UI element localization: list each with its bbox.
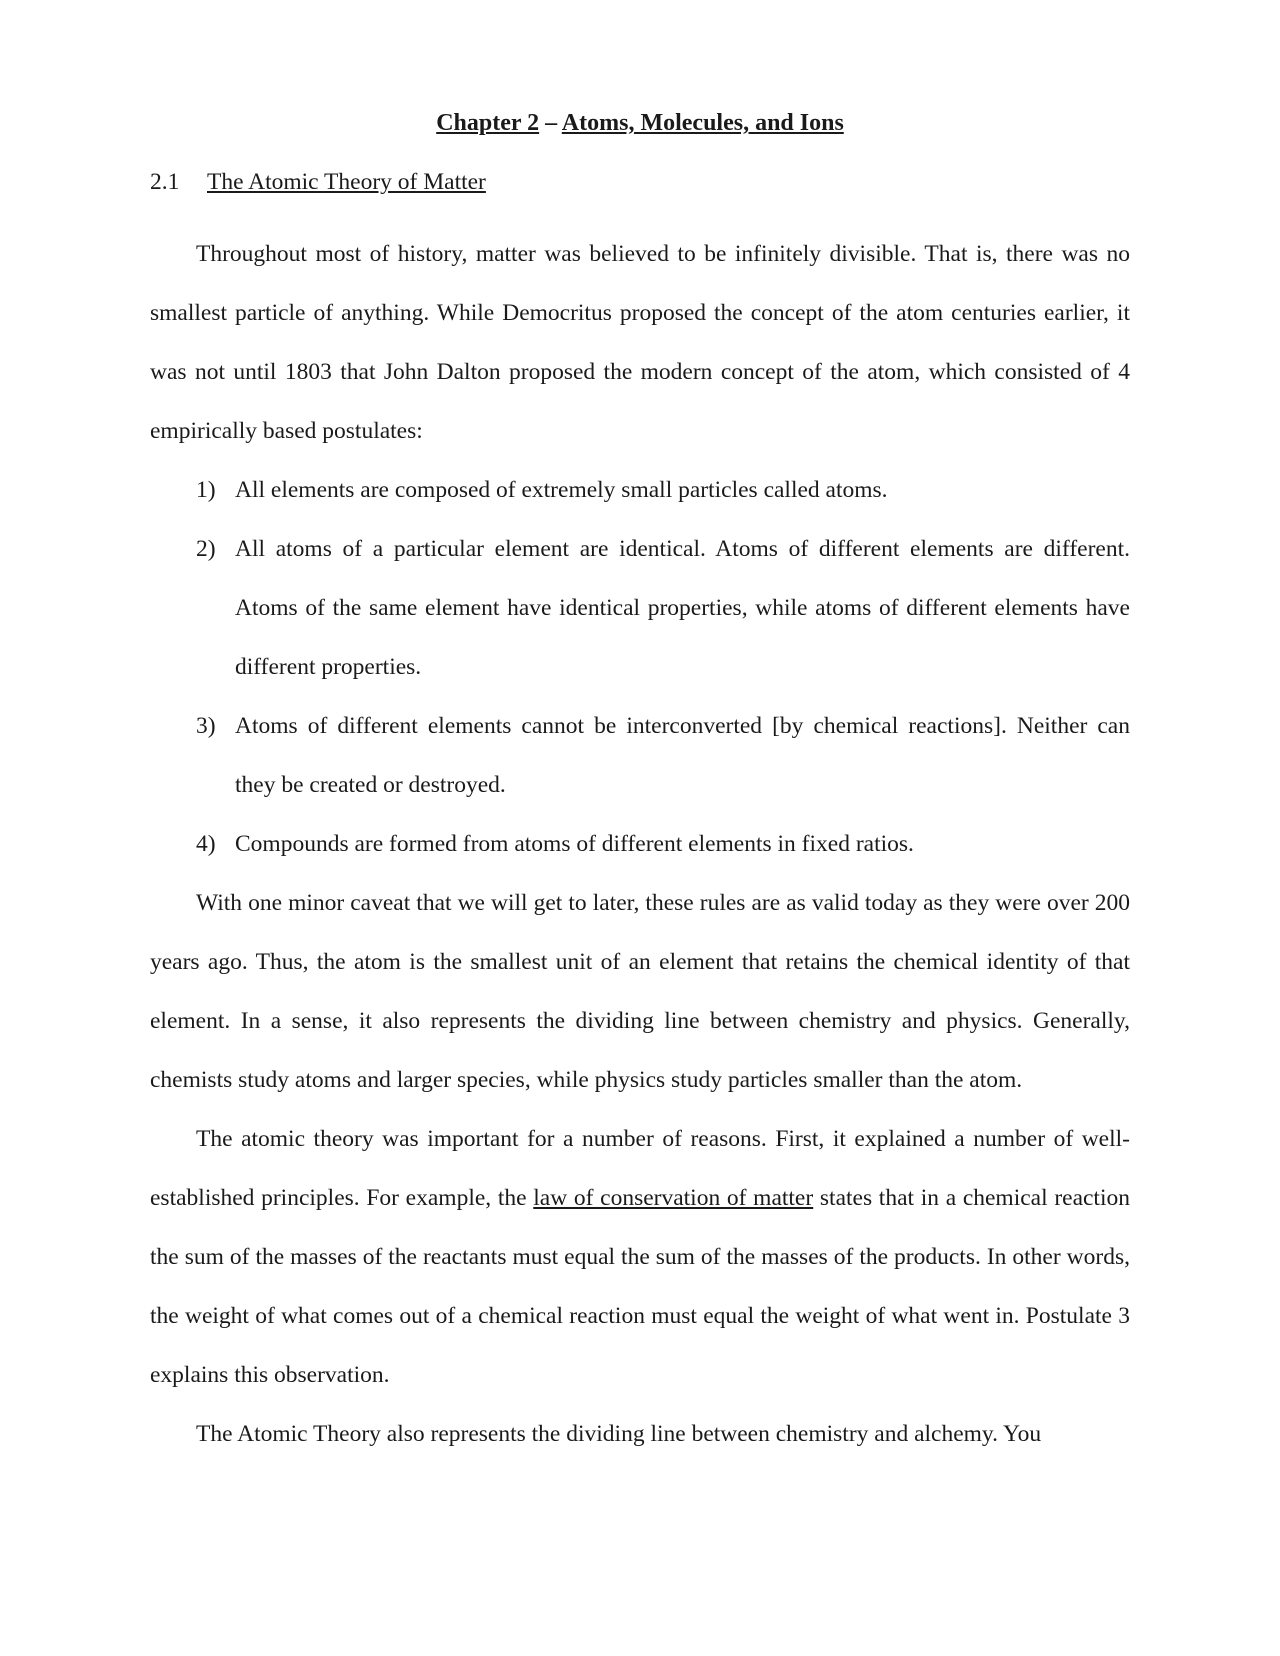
law-conservation-term: law of conservation of matter bbox=[533, 1185, 814, 1211]
paragraph-importance bbox=[150, 1110, 1130, 1405]
paragraph-importance-end: states that in a chemical reaction the sum of the masses of the reactants must equal the sum of the masses of the products. In other words, the weight of what comes out of a chemical reaction must equal the weight of what went in. Postulate 3 explains this observation. bbox=[150, 1185, 1130, 1388]
postulate-marker: 1) bbox=[196, 477, 216, 503]
section-title: The Atomic Theory of Matter bbox=[207, 169, 486, 195]
postulate-marker: 3) bbox=[196, 713, 216, 739]
postulate-marker: 2) bbox=[196, 536, 216, 562]
paragraph-dalton-validity: With one minor caveat that we will get to later, these rules are as valid today as they were over 200 years ago. Thus, the atom is the smallest unit of an element that retains the chemical identity of that element. In a sense, it also represents the dividing line between chemistry and physics. Generally, chemists study atoms and larger species, while physics study particles smaller than the atom. bbox=[150, 890, 1130, 1093]
chapter-name: Atoms, Molecules, and Ions bbox=[561, 110, 844, 136]
postulates-list bbox=[150, 461, 1130, 874]
paragraph-alchemy: The Atomic Theory also represents the dividing line between chemistry and alchemy. You bbox=[196, 1421, 1042, 1447]
postulate-text: All elements are composed of extremely small particles called atoms. bbox=[235, 477, 888, 503]
postulate-text: Atoms of different elements cannot be interconverted [by chemical reactions]. Neither can they be created or destroyed. bbox=[235, 713, 1130, 798]
postulate-text: Compounds are formed from atoms of different elements in fixed ratios. bbox=[235, 831, 914, 857]
postulate-item bbox=[150, 461, 1130, 520]
postulate-marker: 4) bbox=[196, 831, 216, 857]
chapter-title bbox=[150, 108, 1130, 138]
paragraph-importance-start: The atomic theory was important for a number of reasons. First, it explained a number of well-established principles. For example, the bbox=[150, 1126, 1130, 1211]
postulate-item bbox=[150, 815, 1130, 874]
chapter-dash: – bbox=[539, 110, 562, 136]
section-heading bbox=[150, 167, 1130, 197]
document-page bbox=[150, 108, 1130, 1464]
postulate-item bbox=[150, 697, 1130, 815]
section-number: 2.1 bbox=[150, 169, 180, 195]
intro-paragraph: Throughout most of history, matter was believed to be infinitely divisible. That is, there was no smallest particle of anything. While Democritus proposed the concept of the atom centuries earlier, it was not until 1803 that John Dalton proposed the modern concept of the atom, which consisted of 4 empirically based postulates: bbox=[150, 241, 1130, 444]
postulate-text: All atoms of a particular element are identical. Atoms of different elements are different. Atoms of the same element have identical properties, while atoms of different elements have different properties. bbox=[235, 536, 1130, 680]
chapter-number: Chapter 2 bbox=[436, 110, 540, 136]
postulate-item bbox=[150, 520, 1130, 697]
